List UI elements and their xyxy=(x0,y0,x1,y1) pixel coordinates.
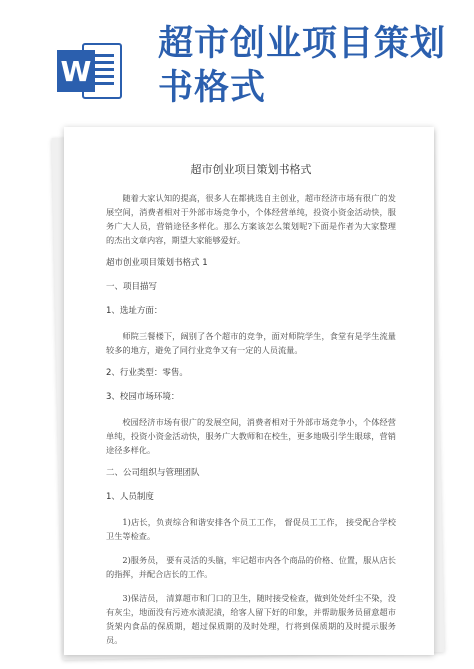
heading-organization: 二、公司组织与管理团队 xyxy=(106,468,200,478)
paragraph-location: 师院三餐楼下，阔别了各个超市的竞争，面对师院学生，食堂有是学生流量较多的地方，避免了同行业竞争又有一定的人员流量。 xyxy=(106,331,396,355)
document-content xyxy=(106,161,396,655)
heading-market-environment: 3、校园市场环境： xyxy=(106,392,180,402)
title-line-1: 超市创业项目策划 xyxy=(158,24,447,64)
heading-personnel: 1、人员制度 xyxy=(106,492,154,502)
paragraph-manager: 1)店长，负责综合和谐安排各个员工工作， 督促员工工作， 接受配合学校卫生等检查。 xyxy=(106,517,396,541)
page-title xyxy=(158,22,458,110)
document-title: 超市创业项目策划书格式 xyxy=(190,163,312,176)
paragraph-market-environment: 校园经济市场有很广的发展空间，消费者相对于外部市场竞争小，个体经营单纯，投资小资金活动快，服务广大教师和在校生，更多地吸引学生眼球，营销途径多样化。 xyxy=(106,417,396,455)
heading-project-description: 一、项目描写 xyxy=(106,282,158,292)
paragraph-cleaner: 3)保洁员， 清算超市和门口的卫生，随时接受检查，做到处处纤尘不染，没有灰尘，地面没有污迹水渍泥渍，给客人留下好的印象，并帮助服务员留意超市货架内食品的保质期，超过保质期的及时处理，行将到保质期的及时提示服务员。 xyxy=(106,593,396,645)
intro-paragraph: 随着大家认知的提高，很多人在都挑选自主创业，超市经济市场有很广的发展空间，消费者相对于外部市场竞争小，个体经营单纯，投资小资金活动快，服务广大人员，营销途径多样化。那么方案该怎么策划呢?下面是作者为大家整理的杰出文章内容，期望大家能够爱好。 xyxy=(106,193,396,245)
section-title: 超市创业项目策划书格式 1 xyxy=(106,258,208,268)
heading-industry-type: 2、行业类型：零售。 xyxy=(106,368,188,378)
document-page xyxy=(64,127,434,655)
paragraph-clerk: 2)服务员， 要有灵活的头脑，牢记超市内各个商品的价格、位置，服从店长的指挥，并配合店长的工作。 xyxy=(106,555,396,579)
word-document-icon xyxy=(57,40,123,102)
title-line-2: 书格式 xyxy=(158,68,267,108)
heading-location: 1、选址方面： xyxy=(106,306,163,316)
header xyxy=(0,0,474,118)
svg-text:W: W xyxy=(60,55,92,88)
